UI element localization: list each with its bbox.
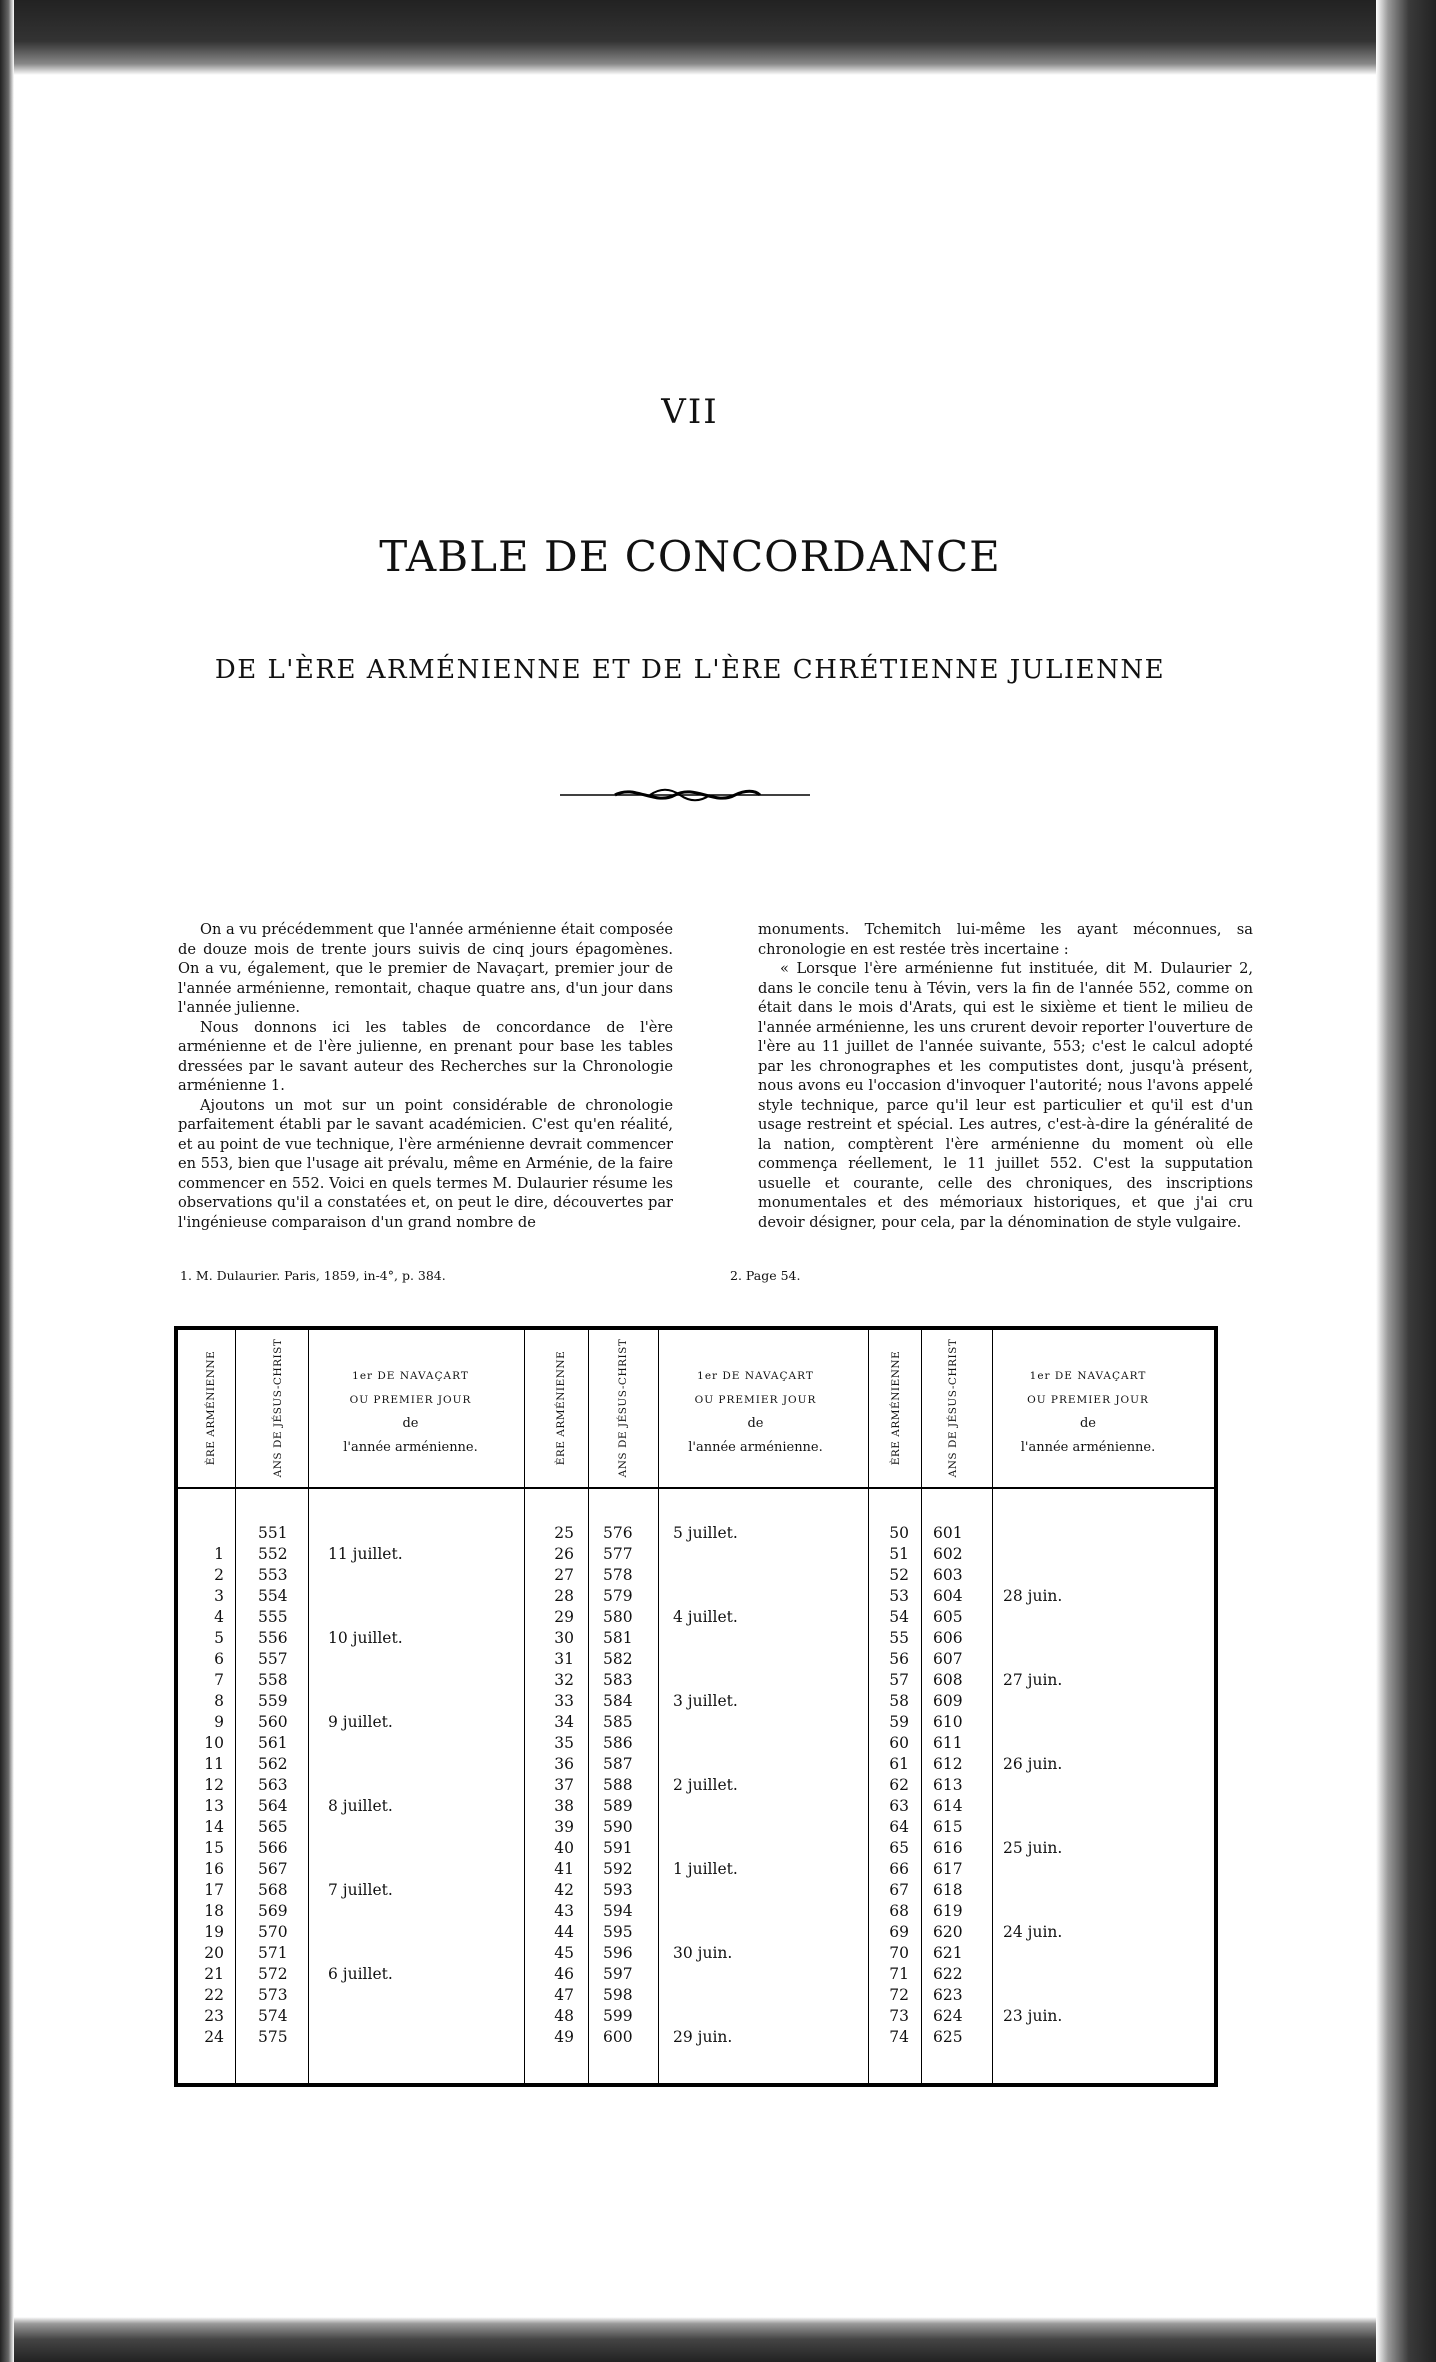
cell-era: 47 (554, 1986, 574, 2004)
cell-navacart-date: 8 juillet. (328, 1797, 393, 1815)
cell-navacart-date: 29 juin. (673, 2028, 733, 2046)
cell-ad-year: 589 (603, 1797, 633, 1815)
header-navacart-line: l'année arménienne. (343, 1440, 478, 1455)
cell-era: 72 (889, 1986, 909, 2004)
cell-ad-year: 562 (258, 1755, 288, 1773)
header-navacart (978, 1364, 1198, 1460)
cell-ad-year: 613 (933, 1776, 963, 1794)
cell-era: 22 (204, 1986, 224, 2004)
header-navacart-line: 1er DE NAVAÇART (352, 1370, 469, 1382)
cell-ad-year: 588 (603, 1776, 633, 1794)
header-ad-label: ANS DE JÉSUS-CHRIST (947, 1338, 959, 1478)
cell-era: 56 (889, 1650, 909, 1668)
cell-era: 35 (554, 1734, 574, 1752)
cell-ad-year: 615 (933, 1818, 963, 1836)
cell-ad-year: 575 (258, 2028, 288, 2046)
cell-ad-year: 556 (258, 1629, 288, 1647)
footnote-1: 1. M. Dulaurier. Paris, 1859, in-4°, p. 384. (180, 1268, 446, 1283)
cell-ad-year: 614 (933, 1797, 963, 1815)
cell-ad-year: 609 (933, 1692, 963, 1710)
cell-navacart-date: 26 juin. (1003, 1755, 1063, 1773)
cell-era: 28 (554, 1587, 574, 1605)
header-era (196, 1344, 226, 1472)
cell-ad-year: 602 (933, 1545, 963, 1563)
cell-ad-year: 619 (933, 1902, 963, 1920)
header-era-label: ÈRE ARMÉNIENNE (555, 1350, 567, 1466)
cell-era: 60 (889, 1734, 909, 1752)
header-ad (608, 1338, 638, 1478)
cell-ad-year: 570 (258, 1923, 288, 1941)
cell-era: 70 (889, 1944, 909, 1962)
cell-ad-year: 587 (603, 1755, 633, 1773)
cell-navacart-date: 7 juillet. (328, 1881, 393, 1899)
cell-ad-year: 624 (933, 2007, 963, 2025)
cell-era: 74 (889, 2028, 909, 2046)
cell-ad-year: 576 (603, 1524, 633, 1542)
cell-era: 64 (889, 1818, 909, 1836)
ornament-divider-icon (560, 782, 810, 808)
cell-ad-year: 584 (603, 1692, 633, 1710)
cell-era: 57 (889, 1671, 909, 1689)
cell-era: 38 (554, 1797, 574, 1815)
cell-navacart-date: 27 juin. (1003, 1671, 1063, 1689)
cell-navacart-date: 3 juillet. (673, 1692, 738, 1710)
cell-era: 5 (214, 1629, 224, 1647)
cell-ad-year: 566 (258, 1839, 288, 1857)
cell-ad-year: 551 (258, 1524, 288, 1542)
cell-ad-year: 601 (933, 1524, 963, 1542)
cell-ad-year: 583 (603, 1671, 633, 1689)
cell-ad-year: 611 (933, 1734, 963, 1752)
paragraph: On a vu précédemment que l'année arménienne était composée de douze mois de trente jours suivis de cinq jours épagomènes. On a vu, également, que le premier de Navaçart, premier jour de l'année arménienne, remontait, chaque quatre ans, d'un jour dans l'année julienne. (178, 921, 673, 1016)
cell-navacart-date: 10 juillet. (328, 1629, 403, 1647)
cell-era: 21 (204, 1965, 224, 1983)
cell-era: 73 (889, 2007, 909, 2025)
cell-ad-year: 569 (258, 1902, 288, 1920)
cell-era: 6 (214, 1650, 224, 1668)
cell-era: 68 (889, 1902, 909, 1920)
cell-era: 11 (204, 1755, 224, 1773)
header-navacart-line: l'année arménienne. (688, 1440, 823, 1455)
cell-ad-year: 597 (603, 1965, 633, 1983)
cell-era: 66 (889, 1860, 909, 1878)
cell-era: 26 (554, 1545, 574, 1563)
cell-era: 69 (889, 1923, 909, 1941)
cell-era: 62 (889, 1776, 909, 1794)
cell-era: 23 (204, 2007, 224, 2025)
cell-ad-year: 596 (603, 1944, 633, 1962)
scan-border-top (0, 0, 1436, 75)
cell-era: 55 (889, 1629, 909, 1647)
cell-ad-year: 623 (933, 1986, 963, 2004)
cell-era: 40 (554, 1839, 574, 1857)
cell-navacart-date: 28 juin. (1003, 1587, 1063, 1605)
cell-era: 59 (889, 1713, 909, 1731)
cell-era: 51 (889, 1545, 909, 1563)
paragraph: « Lorsque l'ère arménienne fut instituée, dit M. Dulaurier 2, dans le concile tenu à Tévin, vers la fin de l'année 552, comme on était dans le mois d'Arats, qui est le sixième et tient le milieu de l'année arménienne, les uns crurent devoir reporter l'ouverture de l'ère au 11 juillet de l'année suivante, 553; c'est le calcul adopté par les chronographes et les computistes dont, jusqu'à présent, nous avons eu l'occasion d'invoquer l'autorité; nous l'avons appelé style technique, parce qu'il leur est particulier et qu'il est d'un usage restreint et spécial. Les autres, c'est-à-dire la généralité de la nation, comptèrent l'ère arménienne du moment où elle commença réellement, le 11 juillet 552. C'est la supputation usuelle et courante, celle des chroniques, des inscriptions monumentales et des mémoriaux historiques, et que j'ai cru devoir désigner, pour cela, par la dénomination de style vulgaire. (758, 960, 1253, 1231)
cell-ad-year: 560 (258, 1713, 288, 1731)
cell-era: 16 (204, 1860, 224, 1878)
cell-navacart-date: 30 juin. (673, 1944, 733, 1962)
cell-ad-year: 554 (258, 1587, 288, 1605)
header-navacart (303, 1364, 518, 1460)
header-navacart-line: OU PREMIER JOUR (694, 1394, 817, 1406)
header-navacart-line: de (402, 1416, 419, 1431)
cell-era: 4 (214, 1608, 224, 1626)
cell-navacart-date: 6 juillet. (328, 1965, 393, 1983)
header-era (881, 1344, 911, 1472)
cell-ad-year: 571 (258, 1944, 288, 1962)
cell-era: 14 (204, 1818, 224, 1836)
cell-navacart-date: 2 juillet. (673, 1776, 738, 1794)
cell-era: 33 (554, 1692, 574, 1710)
table-column-rule (524, 1330, 525, 2083)
concordance-table (174, 1326, 1218, 2087)
header-navacart-line: de (1079, 1416, 1096, 1431)
cell-ad-year: 590 (603, 1818, 633, 1836)
cell-ad-year: 558 (258, 1671, 288, 1689)
cell-ad-year: 610 (933, 1713, 963, 1731)
cell-ad-year: 563 (258, 1776, 288, 1794)
cell-era: 46 (554, 1965, 574, 1983)
cell-ad-year: 578 (603, 1566, 633, 1584)
cell-ad-year: 586 (603, 1734, 633, 1752)
cell-era: 37 (554, 1776, 574, 1794)
header-navacart-line: 1er DE NAVAÇART (1029, 1370, 1147, 1382)
cell-ad-year: 595 (603, 1923, 633, 1941)
cell-ad-year: 582 (603, 1650, 633, 1668)
cell-ad-year: 600 (603, 2028, 633, 2046)
text-column-right (758, 920, 1253, 1232)
cell-ad-year: 599 (603, 2007, 633, 2025)
cell-era: 65 (889, 1839, 909, 1857)
cell-era: 52 (889, 1566, 909, 1584)
cell-ad-year: 579 (603, 1587, 633, 1605)
header-era (546, 1344, 576, 1472)
cell-ad-year: 607 (933, 1650, 963, 1668)
cell-navacart-date: 9 juillet. (328, 1713, 393, 1731)
page-subtitle: DE L'ÈRE ARMÉNIENNE ET DE L'ÈRE CHRÉTIENNE JULIENNE (214, 655, 1166, 685)
cell-era: 50 (889, 1524, 909, 1542)
cell-ad-year: 568 (258, 1881, 288, 1899)
cell-navacart-date: 25 juin. (1003, 1839, 1063, 1857)
cell-era: 39 (554, 1818, 574, 1836)
header-navacart-line: de (747, 1416, 764, 1431)
cell-era: 48 (554, 2007, 574, 2025)
paragraph: Ajoutons un mot sur un point considérable de chronologie parfaitement établi par le savant académicien. C'est qu'en réalité, et au point de vue technique, l'ère arménienne devrait commencer en 553, bien que l'usage ait prévalu, même en Arménie, de la faire commencer en 552. Voici en quels termes M. Dulaurier résume les observations qu'il a constatées et, on peut le dire, découvertes par l'ingénieuse comparaison d'un grand nombre de (178, 1096, 673, 1231)
table-column-rule (588, 1330, 589, 2083)
cell-era: 58 (889, 1692, 909, 1710)
cell-ad-year: 594 (603, 1902, 633, 1920)
cell-era: 19 (204, 1923, 224, 1941)
header-ad-label: ANS DE JÉSUS-CHRIST (617, 1338, 629, 1478)
header-ad (263, 1338, 293, 1478)
cell-navacart-date: 24 juin. (1003, 1923, 1063, 1941)
cell-era: 20 (204, 1944, 224, 1962)
cell-era: 54 (889, 1608, 909, 1626)
cell-era: 32 (554, 1671, 574, 1689)
cell-ad-year: 592 (603, 1860, 633, 1878)
paragraph: monuments. Tchemitch lui-même les ayant méconnues, sa chronologie en est restée très incertaine : (758, 921, 1253, 958)
cell-ad-year: 625 (933, 2028, 963, 2046)
cell-era: 45 (554, 1944, 574, 1962)
cell-ad-year: 577 (603, 1545, 633, 1563)
cell-ad-year: 608 (933, 1671, 963, 1689)
cell-era: 15 (204, 1839, 224, 1857)
cell-era: 2 (214, 1566, 224, 1584)
cell-era: 41 (554, 1860, 574, 1878)
cell-ad-year: 606 (933, 1629, 963, 1647)
cell-ad-year: 564 (258, 1797, 288, 1815)
cell-ad-year: 567 (258, 1860, 288, 1878)
text-column-left (178, 920, 673, 1232)
table-column-rule (235, 1330, 236, 2083)
paragraph: Nous donnons ici les tables de concordance de l'ère arménienne et de l'ère julienne, en prenant pour base les tables dressées par le savant auteur des Recherches sur la Chronologie arménienne 1. (178, 1018, 673, 1094)
footnote-2: 2. Page 54. (730, 1268, 801, 1283)
cell-era: 61 (889, 1755, 909, 1773)
cell-ad-year: 581 (603, 1629, 633, 1647)
cell-era: 1 (214, 1545, 224, 1563)
chapter-number: VII (661, 392, 719, 432)
header-era-label: ÈRE ARMÉNIENNE (890, 1350, 902, 1466)
table-header-rule (178, 1487, 1214, 1489)
cell-era: 8 (214, 1692, 224, 1710)
cell-ad-year: 591 (603, 1839, 633, 1857)
cell-era: 36 (554, 1755, 574, 1773)
table-column-rule (868, 1330, 869, 2083)
header-navacart-line: OU PREMIER JOUR (1027, 1394, 1149, 1406)
cell-ad-year: 561 (258, 1734, 288, 1752)
scan-border-right (1376, 0, 1436, 2362)
cell-ad-year: 585 (603, 1713, 633, 1731)
header-ad-label: ANS DE JÉSUS-CHRIST (272, 1338, 284, 1478)
cell-ad-year: 574 (258, 2007, 288, 2025)
cell-era: 27 (554, 1566, 574, 1584)
cell-ad-year: 553 (258, 1566, 288, 1584)
cell-ad-year: 557 (258, 1650, 288, 1668)
cell-ad-year: 573 (258, 1986, 288, 2004)
cell-era: 17 (204, 1881, 224, 1899)
cell-ad-year: 593 (603, 1881, 633, 1899)
cell-navacart-date: 11 juillet. (328, 1545, 403, 1563)
cell-ad-year: 559 (258, 1692, 288, 1710)
cell-era: 34 (554, 1713, 574, 1731)
cell-ad-year: 617 (933, 1860, 963, 1878)
cell-ad-year: 552 (258, 1545, 288, 1563)
cell-era: 67 (889, 1881, 909, 1899)
cell-era: 71 (889, 1965, 909, 1983)
cell-navacart-date: 1 juillet. (673, 1860, 738, 1878)
cell-ad-year: 622 (933, 1965, 963, 1983)
cell-navacart-date: 4 juillet. (673, 1608, 738, 1626)
cell-ad-year: 565 (258, 1818, 288, 1836)
cell-era: 9 (214, 1713, 224, 1731)
cell-ad-year: 605 (933, 1608, 963, 1626)
cell-era: 13 (204, 1797, 224, 1815)
cell-ad-year: 604 (933, 1587, 963, 1605)
header-navacart-line: l'année arménienne. (1020, 1440, 1156, 1455)
scan-border-left (0, 0, 14, 2362)
cell-ad-year: 603 (933, 1566, 963, 1584)
cell-era: 24 (204, 2028, 224, 2046)
cell-era: 31 (554, 1650, 574, 1668)
cell-era: 44 (554, 1923, 574, 1941)
cell-era: 25 (554, 1524, 574, 1542)
cell-era: 63 (889, 1797, 909, 1815)
cell-ad-year: 620 (933, 1923, 963, 1941)
header-navacart-line: OU PREMIER JOUR (349, 1394, 472, 1406)
cell-ad-year: 618 (933, 1881, 963, 1899)
cell-era: 43 (554, 1902, 574, 1920)
cell-ad-year: 580 (603, 1608, 633, 1626)
cell-ad-year: 616 (933, 1839, 963, 1857)
header-navacart (648, 1364, 863, 1460)
cell-era: 3 (214, 1587, 224, 1605)
cell-era: 10 (204, 1734, 224, 1752)
cell-era: 42 (554, 1881, 574, 1899)
page-title: TABLE DE CONCORDANCE (379, 532, 1001, 581)
cell-ad-year: 598 (603, 1986, 633, 2004)
cell-era: 7 (214, 1671, 224, 1689)
header-era-label: ÈRE ARMÉNIENNE (205, 1350, 217, 1466)
cell-navacart-date: 5 juillet. (673, 1524, 738, 1542)
table-column-rule (921, 1330, 922, 2083)
cell-ad-year: 621 (933, 1944, 963, 1962)
cell-era: 30 (554, 1629, 574, 1647)
cell-navacart-date: 23 juin. (1003, 2007, 1063, 2025)
cell-era: 49 (554, 2028, 574, 2046)
cell-era: 29 (554, 1608, 574, 1626)
cell-ad-year: 572 (258, 1965, 288, 1983)
header-ad (938, 1338, 968, 1478)
cell-ad-year: 612 (933, 1755, 963, 1773)
cell-ad-year: 555 (258, 1608, 288, 1626)
scan-border-bottom (0, 2317, 1436, 2362)
cell-era: 12 (204, 1776, 224, 1794)
header-navacart-line: 1er DE NAVAÇART (697, 1370, 814, 1382)
cell-era: 53 (889, 1587, 909, 1605)
cell-era: 18 (204, 1902, 224, 1920)
